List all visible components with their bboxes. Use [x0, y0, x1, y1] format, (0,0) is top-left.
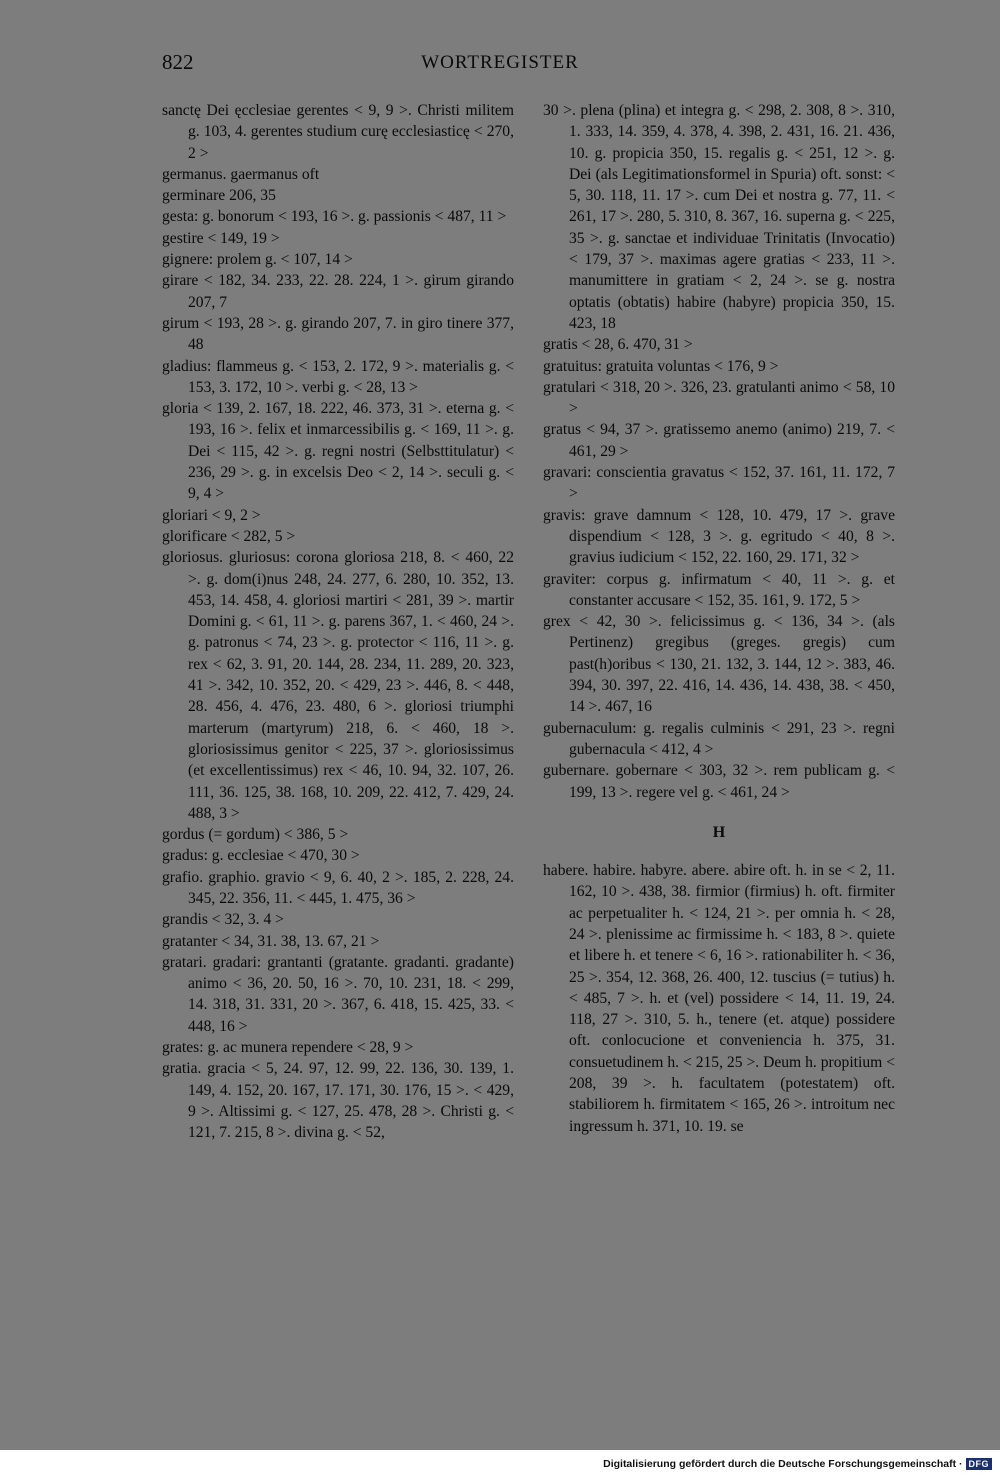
- index-entry: gordus (= gordum) < 386, 5 >: [162, 826, 349, 844]
- index-entry: gratanter < 34, 31. 38, 13. 67, 21 >: [162, 932, 380, 950]
- index-entry: habere. habire. habyre. abere. abire oft. h. in se < 2, 11. 162, 10 >. 438, 38. firmior (firmius) h. oft. firmiter ac perpetualiter h. < 124, 21 >. per omnia h. < 28, 24 >. plenissime ac firmissime h. < 183, 8 >. quiete et libere h. et tenere < 6, 16 >. rationabiliter h. < 36, 25 >. 354, 12. 368, 26. 400, 12. tuscius (= tutius) h. < 485, 7 >. h. et (vel) possidere < 14, 11. 19, 24. 118, 27 >. 310, 5. h., tenere (et. atque) possidere oft. conlocucione et conveniencia h. 375, 31. consuetudinem h. < 215, 25 >. Deum h. propitium < 208, 39 >. h. facultatem (potestatem) oft. stabiliorem h. firmitatem < 165, 26 >. introitum nec ingressum h. 371, 10. 19. se: [543, 862, 895, 1135]
- index-entry: gloriari < 9, 2 >: [162, 506, 261, 524]
- left-column: [162, 100, 514, 1144]
- index-entry: gratia. gracia < 5, 24. 97, 12. 99, 22. 136, 30. 139, 1. 149, 4. 152, 20. 167, 17. 171, 30. 176, 15 >. < 429, 9 >. Altissimi g. < 127, 25. 478, 28 >. Christi g. < 121, 7. 215, 8 >. divina g. < 52,: [162, 1060, 514, 1142]
- running-head: WORTREGISTER: [421, 52, 579, 73]
- right-column: [543, 100, 895, 1137]
- dfg-logo: DFG: [966, 1458, 993, 1470]
- index-entry: gravis: grave damnum < 128, 10. 479, 17 >. grave dispendium < 128, 3 >. g. egritudo < 40, 8 >. gravius iudicium < 152, 22. 160, 29. 171, 32 >: [543, 506, 895, 567]
- index-entry: glorificare < 282, 5 >: [162, 527, 296, 545]
- index-entry: sanctę Dei ęcclesiae gerentes < 9, 9 >. Christi militem g. 103, 4. gerentes studium curę ecclesiasticę < 270, 2 >: [162, 102, 514, 162]
- index-entry: gravari: conscientia gravatus < 152, 37. 161, 11. 172, 7 >: [543, 464, 895, 503]
- footer-text: Digitalisierung gefördert durch die Deutsche Forschungsgemeinschaft ·: [603, 1458, 963, 1470]
- index-entry: gloriosus. gluriosus: corona gloriosa 218, 8. < 460, 22 >. g. dom(i)nus 248, 24. 277, 6. 280, 10. 352, 13. 453, 14. 458, 4. gloriosi martiri < 281, 39 >. martir Domini g. < 61, 11 >. g. parens 367, 1. < 460, 24 >. g. patronus < 74, 23 >. g. protector < 116, 11 >. g. rex < 62, 3. 91, 20. 144, 28. 234, 11. 289, 20. 323, 41 >. 342, 10. 352, 20. < 429, 23 >. 446, 8. < 448, 28. 456, 4. 476, 23. 480, 6 >. gloriosi triumphi marterum (martyrum) 218, 6. < 460, 18 >. gloriosissimus genitor < 225, 37 >. gloriosissimus (et excellentissimus) rex < 46, 10. 94, 32. 107, 26. 111, 36. 125, 38. 168, 10. 209, 22. 412, 7. 429, 24. 488, 3 >: [162, 549, 514, 822]
- index-entry: gubernaculum: g. regalis culminis < 291, 23 >. regni gubernacula < 412, 4 >: [543, 719, 895, 758]
- index-entry: gesta: g. bonorum < 193, 16 >. g. passionis < 487, 11 >: [162, 208, 507, 226]
- footer-credit: [603, 1458, 992, 1470]
- index-entry: girare < 182, 34. 233, 22. 28. 224, 1 >. girum girando 207, 7: [162, 272, 514, 311]
- index-entry: grex < 42, 30 >. felicissimus g. < 136, 34 >. (als Pertinenz) gregibus (greges. gregis) cum past(h)oribus < 130, 21. 132, 3. 144, 12 >. 383, 46. 394, 30. 397, 22. 416, 14. 436, 14. 438, 38. < 450, 14 >. 467, 16: [543, 613, 895, 716]
- index-entry: gratis < 28, 6. 470, 31 >: [543, 336, 693, 354]
- index-entry: grandis < 32, 3. 4 >: [162, 911, 284, 929]
- index-entry: gradus: g. ecclesiae < 470, 30 >: [162, 847, 360, 865]
- index-entry: grates: g. ac munera rependere < 28, 9 >: [162, 1039, 414, 1057]
- index-entry: gratulari < 318, 20 >. 326, 23. gratulanti animo < 58, 10 >: [543, 378, 895, 418]
- index-entry: graviter: corpus g. infirmatum < 40, 11 >. g. et constanter accusare < 152, 35. 161, 9. 172, 5 >: [543, 570, 895, 609]
- index-entry: gignere: prolem g. < 107, 14 >: [162, 251, 353, 269]
- index-entry: gubernare. gobernare < 303, 32 >. rem publicam g. < 199, 13 >. regere vel g. < 461, 24 >: [543, 762, 895, 801]
- index-entry: 30 >. plena (plina) et integra g. < 298, 2. 308, 8 >. 310, 1. 333, 14. 359, 4. 378, 4. 398, 2. 431, 16. 21. 436, 10. g. propicia 350, 15. regalis g. < 251, 12 >. g. Dei (als Legitimationsformel in Spuria) oft. sonst: < 5, 30. 118, 11. 17 >. cum Dei et nostra g. 77, 11. < 261, 17 >. 280, 5. 310, 8. 367, 16. superna g. < 225, 35 >. g. sanctae et individuae Trinitatis (Invocatio) < 179, 37 >. maximas agere gratias < 233, 11 >. manumittere in gratiam < 2, 24 >. se g. nostra optatis (obtatis) habire (habyre) propicia 350, 15. 423, 18: [543, 102, 895, 332]
- index-entry: gratuitus: gratuita voluntas < 176, 9 >: [543, 357, 779, 375]
- index-entry: germanus. gaermanus oft: [162, 165, 320, 183]
- index-entry: gloria < 139, 2. 167, 18. 222, 46. 373, 31 >. eterna g. < 193, 16 >. felix et inmarcessibilis g. < 169, 11 >. g. Dei < 115, 42 >. g. regni nostri (Selbsttitulatur) < 236, 29 >. g. in excelsis Deo < 2, 14 >. seculi g. < 9, 4 >: [162, 400, 514, 503]
- index-entry: gladius: flammeus g. < 153, 2. 172, 9 >. materialis g. < 153, 3. 172, 10 >. verbi g. < 28, 13 >: [162, 357, 514, 396]
- index-entry: gratus < 94, 37 >. gratissemo anemo (animo) 219, 7. < 461, 29 >: [543, 421, 895, 460]
- index-entry: girum < 193, 28 >. g. girando 207, 7. in giro tinere 377, 48: [162, 314, 514, 354]
- index-entry: gestire < 149, 19 >: [162, 229, 280, 247]
- page-number: 822: [162, 50, 194, 74]
- section-letter: H: [712, 823, 726, 841]
- index-entry: germinare 206, 35: [162, 187, 276, 205]
- index-entry: grafio. graphio. gravio < 9, 6. 40, 2 >. 185, 2. 228, 24. 345, 22. 356, 11. < 445, 1. 475, 36 >: [162, 868, 514, 907]
- index-entry: gratari. gradari: grantanti (gratante. gradanti. gradante) animo < 36, 20. 50, 16 >. 70, 10. 231, 18. < 299, 14. 318, 31. 331, 20 >. 367, 6. 418, 15. 425, 33. < 448, 16 >: [162, 953, 514, 1035]
